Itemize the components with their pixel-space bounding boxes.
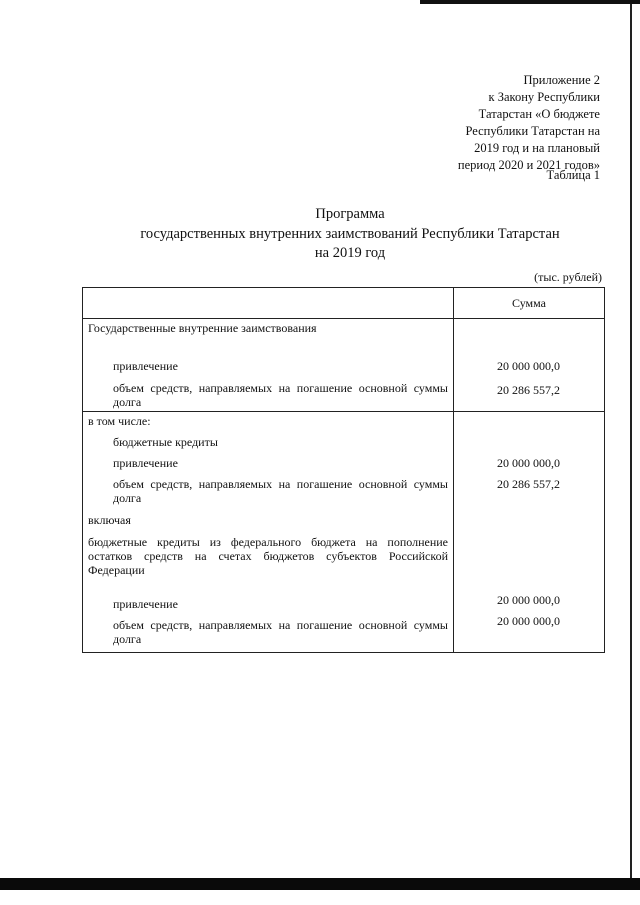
attraction-value: 20 000 000,0 — [497, 456, 560, 470]
table-header-row — [83, 288, 605, 319]
table-section-row — [83, 412, 605, 653]
federal-credits-label: бюджетные кредиты из федерального бюджета на пополнение остатков средств на счетах бюджетов субъектов Российской Федерации — [88, 535, 448, 577]
attraction-value: 20 000 000,0 — [497, 593, 560, 607]
including-label: включая — [88, 513, 131, 527]
section-amount-cell — [454, 319, 605, 412]
repayment-value: 20 286 557,2 — [497, 383, 560, 397]
section-description-cell — [83, 319, 454, 412]
document-year: на 2019 год — [314, 245, 386, 261]
repayment-value: 20 000 000,0 — [497, 614, 560, 628]
repayment-label: объем средств, направляемых на погашение основной суммы долга — [113, 618, 448, 646]
appendix-line: Татарстан «О бюджете — [478, 107, 600, 121]
header-cell-amount: Сумма — [454, 288, 605, 319]
spacer — [454, 493, 604, 591]
appendix-line: Республики Татарстан на — [465, 124, 600, 138]
borrowing-program-table — [82, 287, 605, 653]
attraction-label: привлечение — [113, 359, 178, 373]
appendix-line: Приложение 2 — [523, 73, 600, 87]
appendix-line: 2019 год и на плановый — [474, 141, 600, 155]
appendix-note — [400, 72, 600, 174]
repayment-label: объем средств, направляемых на погашение основной суммы долга — [113, 381, 448, 409]
spacer — [454, 430, 604, 451]
top-edge-rule — [420, 0, 640, 4]
section-description-cell — [83, 412, 454, 653]
table-section-row — [83, 319, 605, 412]
right-scan-edge — [630, 4, 632, 878]
attraction-value: 20 000 000,0 — [497, 359, 560, 373]
header-cell-description — [83, 288, 454, 319]
appendix-line: к Закону Республики — [488, 90, 600, 104]
budget-credits-label: бюджетные кредиты — [113, 435, 218, 449]
units-label: (тыс. рублей) — [534, 270, 602, 284]
spacer — [454, 412, 604, 430]
table-number-label: Таблица 1 — [546, 168, 600, 182]
repayment-label: объем средств, направляемых на погашение основной суммы долга — [113, 477, 448, 505]
spacer — [454, 337, 604, 357]
document-subtitle: государственных внутренних заимствований Республики Татарстан — [140, 226, 560, 242]
section-amount-cell — [454, 412, 605, 653]
spacer — [83, 337, 453, 357]
document-title: Программа — [315, 206, 385, 222]
spacer — [83, 579, 453, 595]
attraction-label: привлечение — [113, 597, 178, 611]
appendix-line: период 2020 и 2021 годов» — [457, 158, 600, 172]
including-label: в том числе: — [88, 414, 151, 428]
section-heading: Государственные внутренние заимствования — [88, 321, 317, 335]
attraction-label: привлечение — [113, 456, 178, 470]
repayment-value: 20 286 557,2 — [497, 477, 560, 491]
spacer — [454, 319, 604, 337]
bottom-scan-band — [0, 878, 640, 890]
